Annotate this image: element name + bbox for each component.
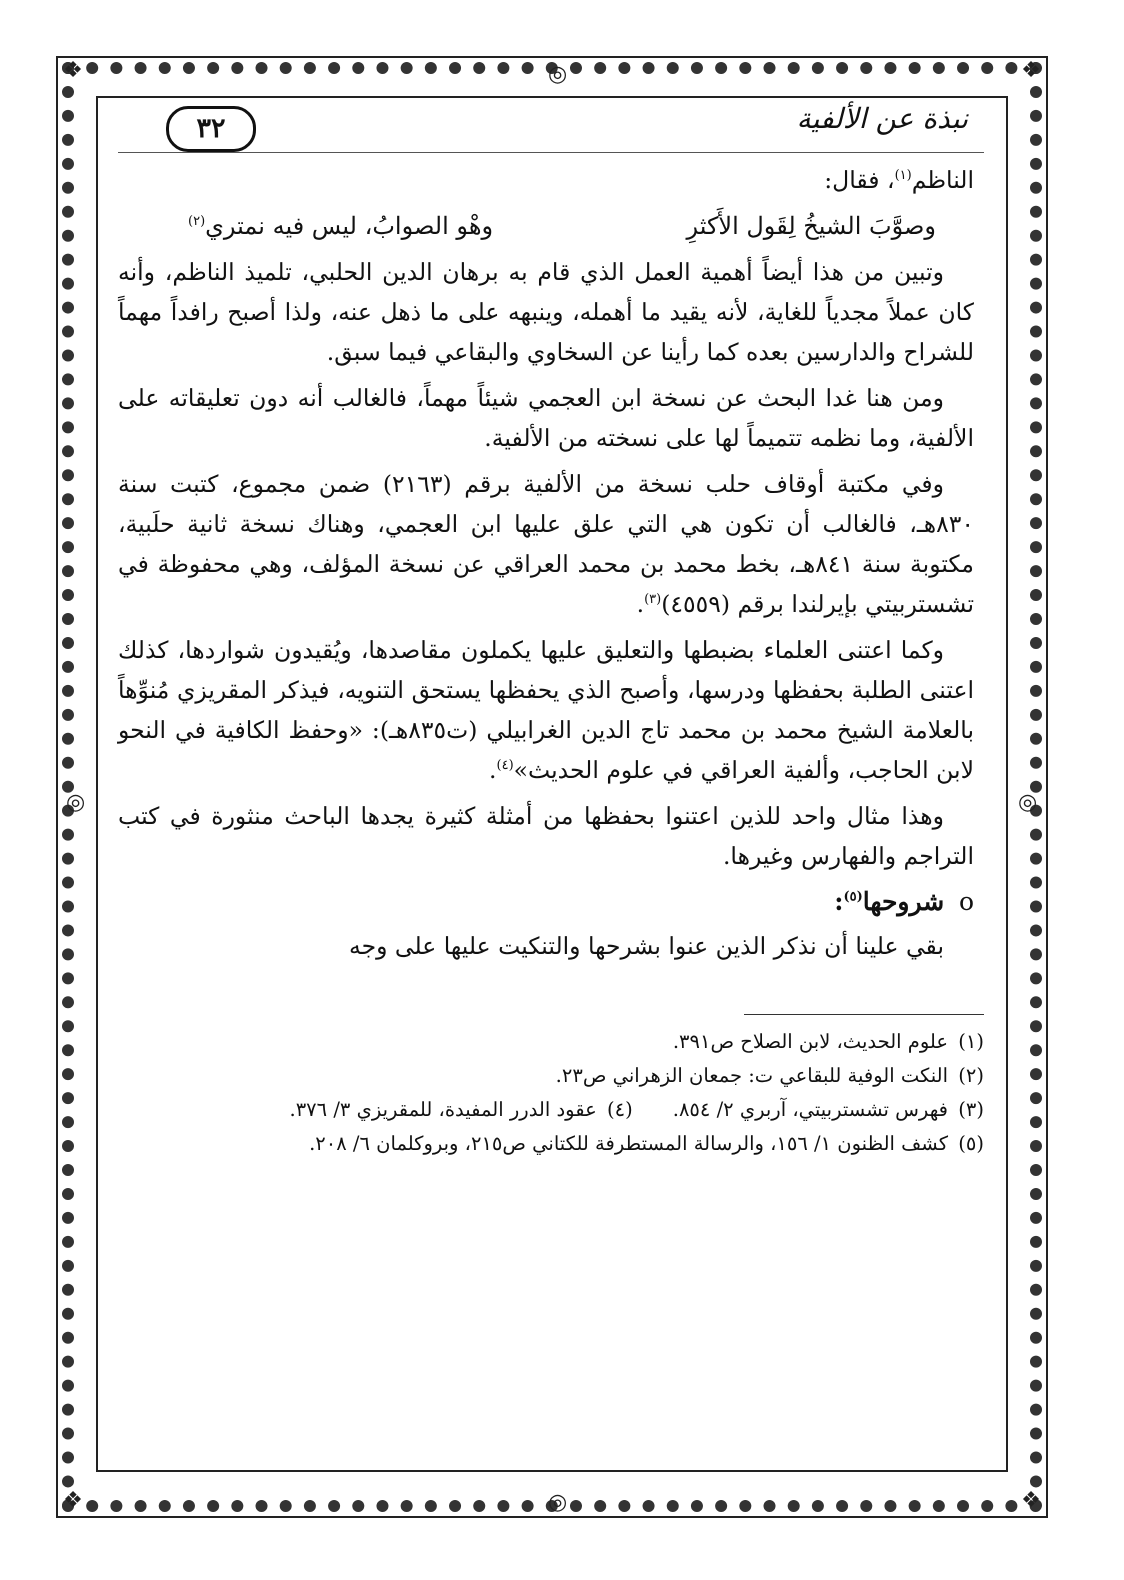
footnote bbox=[118, 1025, 984, 1059]
circle-bullet-icon: o bbox=[958, 887, 974, 916]
paragraph: الناظم$^{(١)}$، فقال: bbox=[824, 166, 974, 194]
running-title: نبذة عن الألفية bbox=[796, 102, 968, 135]
body-text bbox=[118, 160, 984, 966]
corner-ornament-icon: ❖ bbox=[63, 58, 83, 83]
footnote-number: (٣) bbox=[958, 1098, 984, 1121]
footnote-row bbox=[118, 1093, 984, 1127]
paragraph: بقي علينا أن نذكر الذين عنوا بشرحها والتنكيت عليها على وجه bbox=[348, 932, 944, 960]
footnote-number: (٥) bbox=[958, 1132, 984, 1155]
footnote bbox=[290, 1093, 633, 1127]
verse-line bbox=[118, 206, 974, 246]
ornament-knot-icon: ◎ bbox=[548, 1490, 568, 1515]
ornament-knot-icon: ◎ bbox=[1018, 790, 1038, 815]
corner-ornament-icon: ❖ bbox=[1021, 58, 1041, 83]
section-heading-text: شروحها$^{(٥)}$: bbox=[834, 887, 945, 916]
ornament-knot-icon: ◎ bbox=[548, 62, 568, 87]
footnote-number: (١) bbox=[958, 1030, 984, 1053]
section-heading bbox=[118, 882, 974, 922]
paragraph: وفي مكتبة أوقاف حلب نسخة من الألفية برقم (٢١٦٣) ضمن مجموع، كتبت سنة ٨٣٠هـ، فالغالب أن تكون هي التي علق عليها ابن العجمي، وهناك نسخة ثانية حلَبية، مكتوبة سنة ٨٤١هـ، بخط محمد بن محمد العراقي عن نسخة المؤلف، وهي محفوظة في تشستربيتي بإيرلندا برقم (٤٥٥٩)$^{(٣)}$. bbox=[118, 470, 974, 618]
footnote-text: النكت الوفية للبقاعي ت: جمعان الزهراني ص٢٣. bbox=[555, 1064, 948, 1087]
footnote-separator bbox=[744, 1014, 984, 1015]
footnote bbox=[118, 1059, 984, 1093]
page-header bbox=[118, 100, 984, 160]
paragraph: وتبين من هذا أيضاً أهمية العمل الذي قام به برهان الدين الحلبي، تلميذ الناظم، وأنه كان عملاً مجدياً للغاية، لأنه يقيد ما أهمله، وينبهه على ما ذهل عنه، ولذا أصبح رافداً مهماً للشراح والدارسين بعده كما رأينا عن السخاوي والبقاعي فيما سبق. bbox=[118, 258, 974, 366]
verse-first-hemistich: وصوَّبَ الشيخُ لِقَول الأَكثرِ bbox=[686, 212, 936, 240]
header-rule bbox=[118, 152, 984, 153]
footnote-text: فهرس تشستربيتي، آربري ٢/ ٨٥٤. bbox=[672, 1098, 948, 1121]
page-number: ٣٢ bbox=[166, 106, 256, 152]
paragraph: ومن هنا غدا البحث عن نسخة ابن العجمي شيئاً مهماً، فالغالب أنه دون تعليقاته على الألفية، وما نظمه تتميماً لها على نسخته من الألفية. bbox=[118, 384, 974, 452]
footnotes bbox=[118, 1025, 984, 1161]
footnote-text: عقود الدرر المفيدة، للمقريزي ٣/ ٣٧٦. bbox=[289, 1098, 597, 1121]
verse-second-hemistich: وهْو الصوابُ، ليس فيه نمتري$^{(٢)}$ bbox=[188, 212, 494, 240]
corner-ornament-icon: ❖ bbox=[1021, 1488, 1041, 1513]
footnote-text: علوم الحديث، لابن الصلاح ص٣٩١. bbox=[672, 1030, 948, 1053]
footnote-text: كشف الظنون ١/ ١٥٦، والرسالة المستطرفة للكتاني ص٢١٥، وبروكلمان ٦/ ٢٠٨. bbox=[309, 1132, 948, 1155]
footnote bbox=[673, 1093, 984, 1127]
paragraph: وهذا مثال واحد للذين اعتنوا بحفظها من أمثلة كثيرة يجدها الباحث منثورة في كتب التراجم والفهارس وغيرها. bbox=[118, 802, 974, 870]
footnote-number: (٢) bbox=[958, 1064, 984, 1087]
ornament-knot-icon: ◎ bbox=[66, 790, 86, 815]
paragraph: وكما اعتنى العلماء بضبطها والتعليق عليها يكملون مقاصدها، ويُقيدون شواردها، كذلك اعتنى الطلبة بحفظها ودرسها، وأصبح الذي يحفظها يستحق التنويه، فيذكر المقريزي مُنوِّهاً بالعلامة الشيخ محمد بن محمد تاج الدين الغرابيلي (ت٨٣٥هـ): «وحفظ الكافية في النحو لابن الحاجب، وألفية العراقي في علوم الحديث»$^{(٤)}$. bbox=[118, 636, 974, 784]
corner-ornament-icon: ❖ bbox=[63, 1488, 83, 1513]
footnote-number: (٤) bbox=[607, 1098, 633, 1121]
book-page bbox=[118, 100, 984, 1460]
footnote bbox=[118, 1127, 984, 1161]
